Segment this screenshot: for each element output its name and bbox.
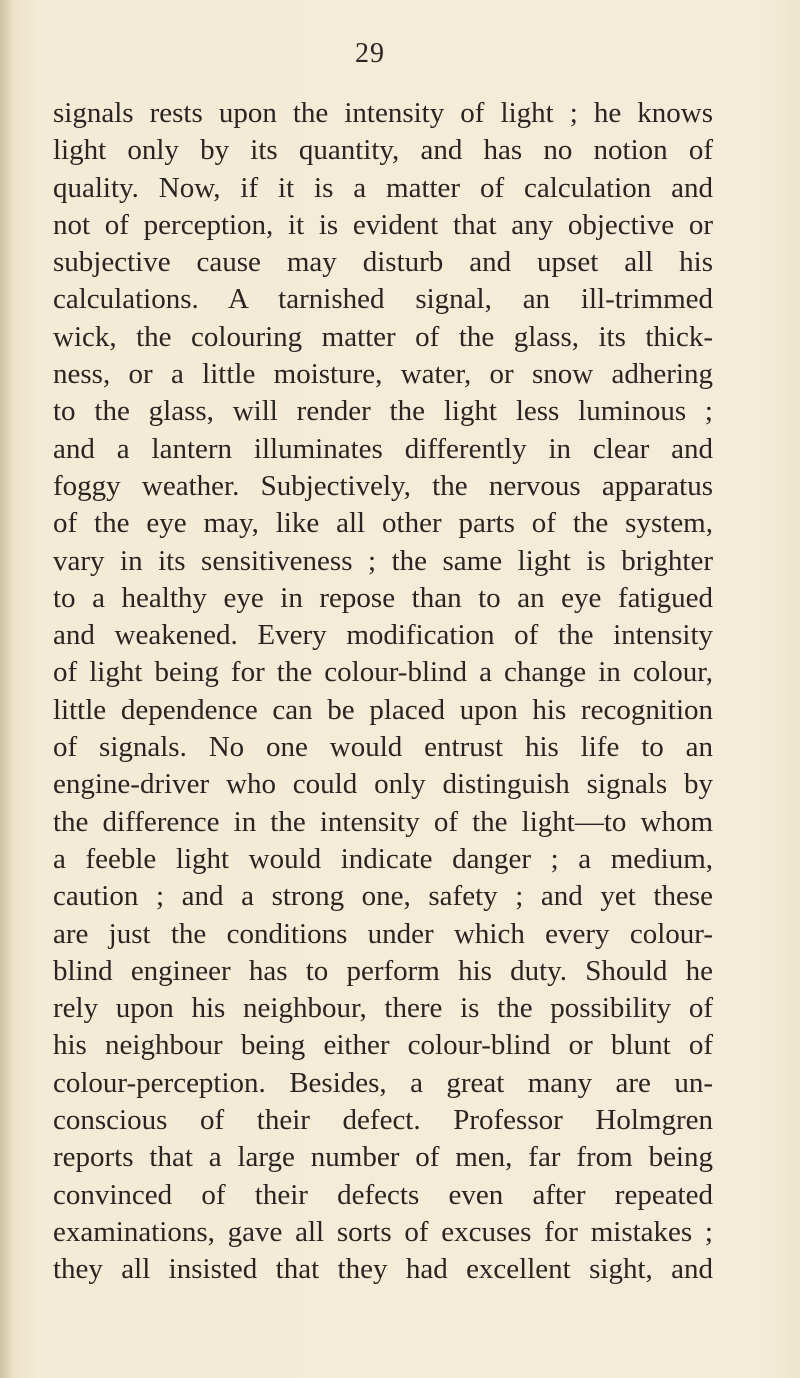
text-line: light only by its quantity, and has no notion of <box>53 134 713 167</box>
text-line: of light being for the colour-blind a change in colour, <box>53 656 713 689</box>
page-number: 29 <box>355 38 385 69</box>
text-line: little dependence can be placed upon his recognition <box>53 693 713 726</box>
text-line: engine-driver who could only distinguish signals by <box>53 768 713 801</box>
text-line: ness, or a little moisture, water, or snow adhering <box>53 358 713 391</box>
text-line: to the glass, will render the light less luminous ; <box>53 395 713 428</box>
text-line: and a lantern illuminates differently in clear and <box>53 432 713 465</box>
text-line: the difference in the intensity of the light—to whom <box>53 805 713 838</box>
text-line: calculations. A tarnished signal, an ill-trimmed <box>53 283 713 316</box>
text-line: to a healthy eye in repose than to an eye fatigued <box>53 581 713 614</box>
text-line: quality. Now, if it is a matter of calculation and <box>53 171 713 204</box>
text-line: they all insisted that they had excellent sight, and <box>53 1253 713 1286</box>
text-line: caution ; and a strong one, safety ; and yet these <box>53 880 713 913</box>
text-line: convinced of their defects even after repeated <box>53 1178 713 1211</box>
text-line: vary in its sensitiveness ; the same light is brighter <box>53 544 713 577</box>
page-gutter-shadow <box>0 0 12 1378</box>
text-line: reports that a large number of men, far from being <box>53 1141 713 1174</box>
text-line: signals rests upon the intensity of light ; he knows <box>53 97 713 129</box>
text-line: colour-perception. Besides, a great many are un- <box>53 1066 713 1099</box>
text-line: a feeble light would indicate danger ; a medium, <box>53 842 713 875</box>
text-line: foggy weather. Subjectively, the nervous apparatus <box>53 469 713 502</box>
text-line: examinations, gave all sorts of excuses for mistakes ; <box>53 1215 713 1248</box>
text-line: blind engineer has to perform his duty. Should he <box>53 954 713 987</box>
body-text <box>53 95 713 1289</box>
text-line: are just the conditions under which every colour- <box>53 917 713 950</box>
text-line: subjective cause may disturb and upset all his <box>53 246 713 279</box>
text-line: of the eye may, like all other parts of the system, <box>53 507 713 540</box>
text-line: wick, the colouring matter of the glass, its thick- <box>53 320 713 353</box>
text-line: rely upon his neighbour, there is the possibility of <box>53 992 713 1025</box>
text-line: his neighbour being either colour-blind or blunt of <box>53 1029 713 1062</box>
text-line: of signals. No one would entrust his life to an <box>53 731 713 764</box>
text-line: and weakened. Every modification of the intensity <box>53 619 713 652</box>
text-line: conscious of their defect. Professor Holmgren <box>53 1104 713 1137</box>
text-line: not of perception, it is evident that any objective or <box>53 208 713 241</box>
